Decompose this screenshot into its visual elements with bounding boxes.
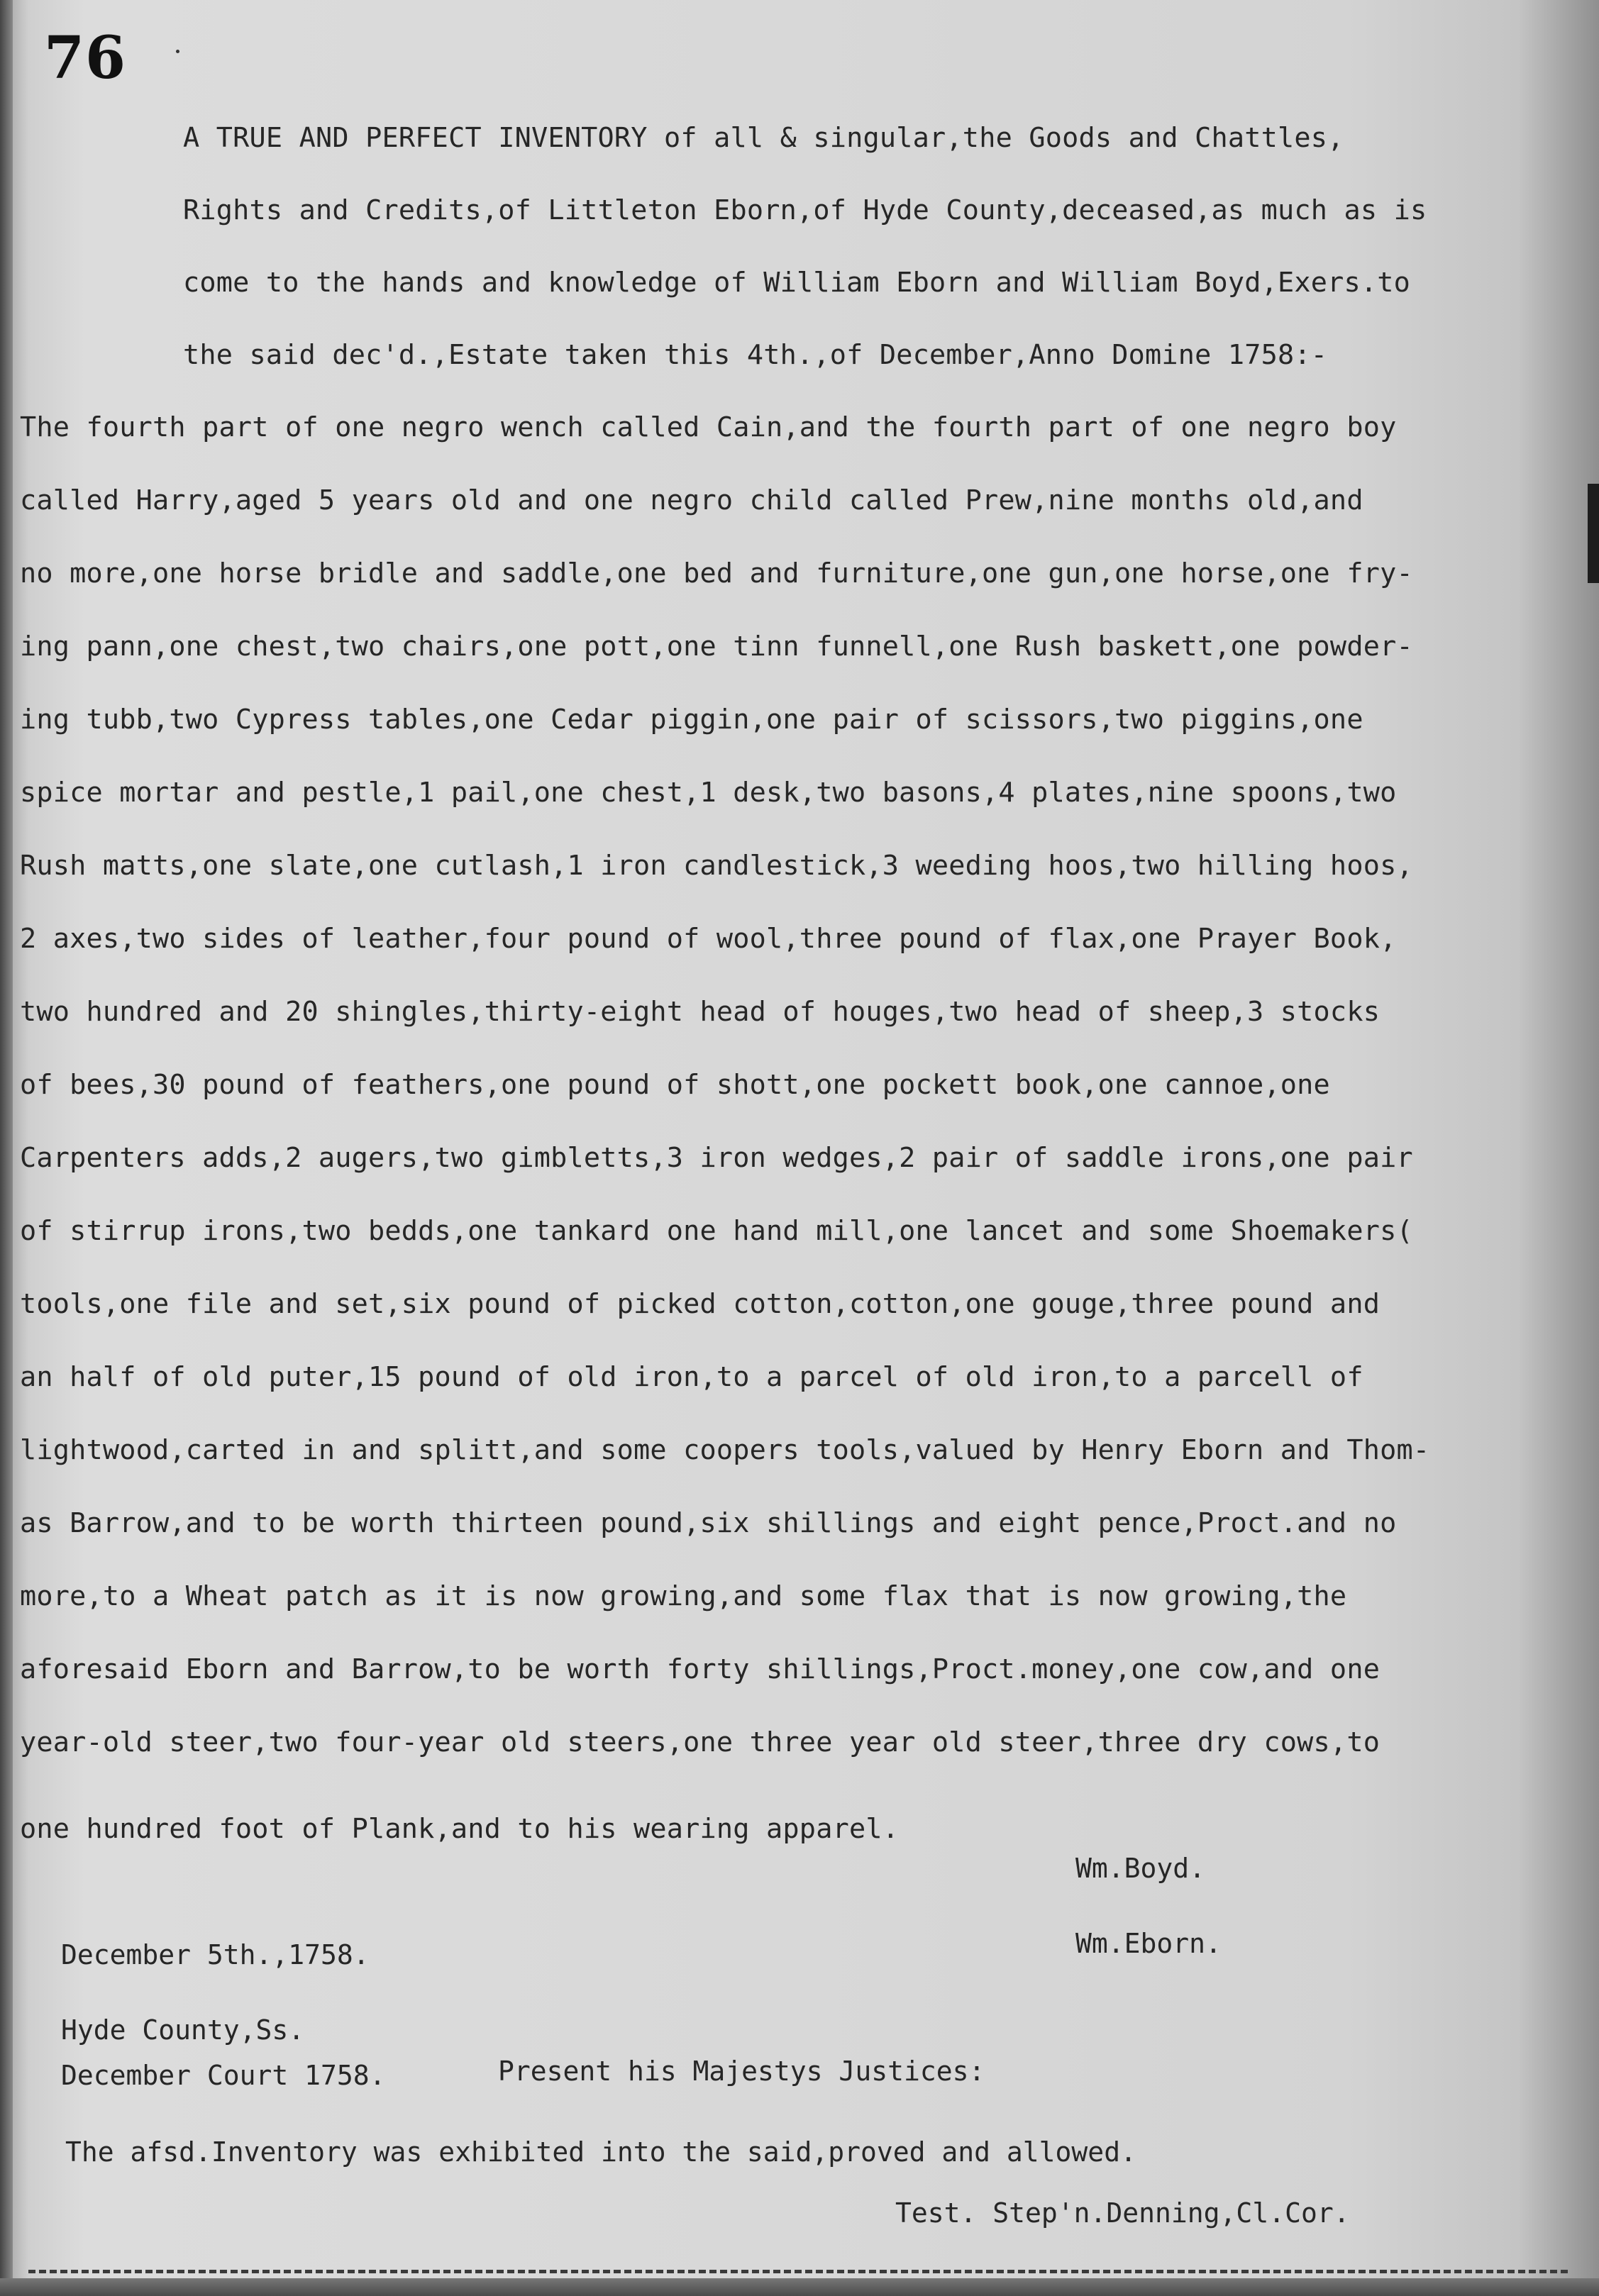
court-attest: Test. Step'n.Denning,Cl.Cor.	[895, 2197, 1350, 2229]
inventory-line-2: Rights and Credits,of Littleton Eborn,of Hyde County,deceased,as much as is	[183, 194, 1427, 226]
inventory-line-4: the said dec'd.,Estate taken this 4th.,of December,Anno Domine 1758:-	[183, 339, 1328, 371]
date-line: December 5th.,1758.	[61, 1939, 370, 1970]
inventory-line-24: one hundred foot of Plank,and to his wearing apparel.	[20, 1813, 900, 1845]
inventory-line-3: come to the hands and knowledge of William Eborn and William Boyd,Exers.to	[183, 267, 1411, 299]
scan-edge-left	[0, 0, 13, 2296]
inventory-line-7: no more,one horse bridle and saddle,one bed and furniture,one gun,one horse,one fry-	[20, 558, 1413, 589]
inventory-line-15: Carpenters adds,2 augers,two gimbletts,3 iron wedges,2 pair of saddle irons,one pair	[20, 1142, 1413, 1174]
inventory-line-11: Rush matts,one slate,one cutlash,1 iron candlestick,3 weeding hoos,two hilling hoos,	[20, 850, 1413, 882]
inventory-line-23: year-old steer,two four-year old steers,one three year old steer,three dry cows,to	[20, 1726, 1381, 1758]
court-county: Hyde County,Ss.	[61, 2014, 305, 2046]
inventory-line-18: an half of old puter,15 pound of old iron,to a parcel of old iron,to a parcell of	[20, 1361, 1363, 1393]
court-statement: The afsd.Inventory was exhibited into the said,proved and allowed.	[65, 2136, 1136, 2168]
inventory-line-16: of stirrup irons,two bedds,one tankard one hand mill,one lancet and some Shoemakers(	[20, 1215, 1413, 1247]
signature-boyd: Wm.Boyd.	[1075, 1853, 1206, 1884]
scan-edge-bottom	[0, 2278, 1599, 2296]
inventory-line-6: called Harry,aged 5 years old and one negro child called Prew,nine months old,and	[20, 484, 1363, 516]
inventory-line-8: ing pann,one chest,two chairs,one pott,one tinn funnell,one Rush baskett,one powder-	[20, 631, 1413, 662]
scan-edge-mark	[1588, 484, 1599, 583]
inventory-line-21: more,to a Wheat patch as it is now growing,and some flax that is now growing,the	[20, 1580, 1347, 1612]
inventory-line-20: as Barrow,and to be worth thirteen pound,six shillings and eight pence,Proct.and no	[20, 1507, 1397, 1539]
ink-dot	[176, 50, 179, 53]
inventory-line-13: two hundred and 20 shingles,thirty-eight head of houges,two head of sheep,3 stocks	[20, 996, 1381, 1028]
court-session: December Court 1758.	[61, 2060, 386, 2091]
inventory-line-9: ing tubb,two Cypress tables,one Cedar piggin,one pair of scissors,two piggins,one	[20, 704, 1363, 736]
court-present: Present his Majestys Justices:	[498, 2056, 985, 2087]
inventory-line-10: spice mortar and pestle,1 pail,one chest,1 desk,two basons,4 plates,nine spoons,two	[20, 777, 1397, 809]
inventory-line-12: 2 axes,two sides of leather,four pound of wool,three pound of flax,one Prayer Book,	[20, 923, 1397, 955]
inventory-line-14: of bees,30 pound of feathers,one pound of shott,one pockett book,one cannoe,one	[20, 1069, 1330, 1101]
inventory-line-17: tools,one file and set,six pound of picked cotton,cotton,one gouge,three pound and	[20, 1288, 1381, 1320]
page-number: 76	[44, 24, 127, 92]
bottom-dashed-rule	[28, 2270, 1568, 2273]
signature-eborn: Wm.Eborn.	[1075, 1928, 1222, 1959]
inventory-line-22: aforesaid Eborn and Barrow,to be worth forty shillings,Proct.money,one cow,and one	[20, 1653, 1381, 1685]
inventory-line-5: The fourth part of one negro wench called Cain,and the fourth part of one negro boy	[20, 411, 1397, 443]
inventory-line-1: A TRUE AND PERFECT INVENTORY of all & singular,the Goods and Chattles,	[183, 122, 1344, 154]
inventory-line-19: lightwood,carted in and splitt,and some coopers tools,valued by Henry Eborn and Thom-	[20, 1434, 1430, 1466]
